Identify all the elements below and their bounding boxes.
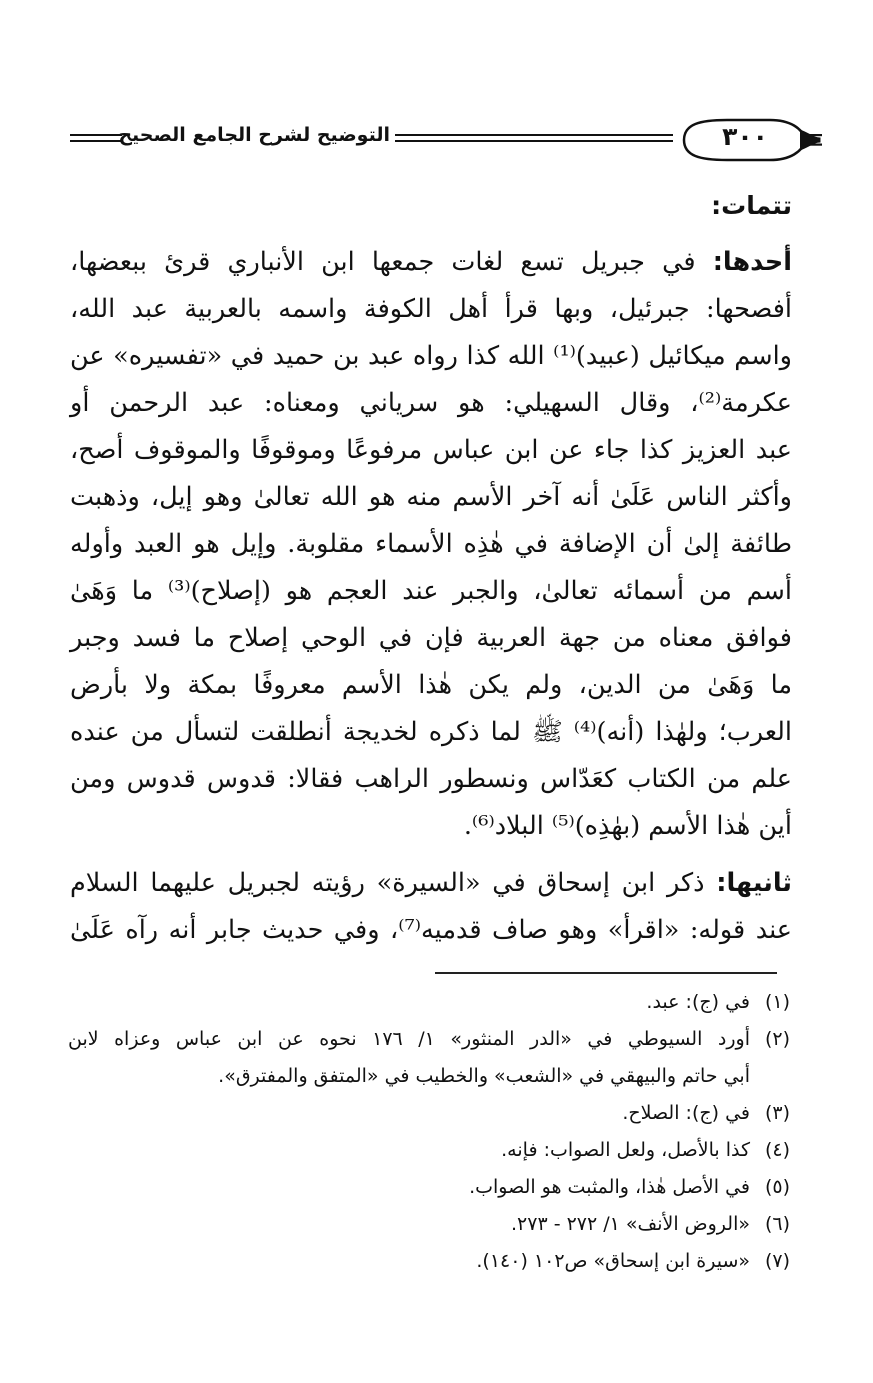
- footnote-number: (٥): [764, 1176, 790, 1198]
- footnote-2: [68, 1021, 790, 1058]
- page-header: [70, 118, 790, 168]
- text-line-15: عند قوله: «اقرأ» وهو صاف قدميه⁽⁷⁾، وفي حديث جابر أنه رآه عَلَىٰ: [70, 915, 792, 945]
- footnote-text: في (ج): عبد.: [646, 991, 750, 1013]
- footnote-2-continuation: أبي حاتم والبيهقي في «الشعب» والخطيب في «المتفق والمفترق».: [218, 1065, 750, 1087]
- text-line-11: العرب؛ ولهٰذا (أنه)⁽⁴⁾ ﷺ لما ذكره لخديجة أنطلقت لتسأل من عنده: [70, 717, 792, 747]
- footnote-5: [68, 1169, 790, 1206]
- text-line-13: أين هٰذا الأسم (بهٰذِه)⁽⁵⁾ البلاد⁽⁶⁾.: [463, 811, 792, 841]
- running-title: التوضيح لشرح الجامع الصحيح: [118, 124, 390, 146]
- footnote-number: (٤): [764, 1139, 790, 1161]
- footnote-1: [68, 984, 790, 1021]
- footnote-number: (٦): [764, 1213, 790, 1235]
- footnote-text: أورد السيوطي في «الدر المنثور» ١/ ١٧٦ نحوه عن ابن عباس وعزاه لابن: [68, 1028, 750, 1050]
- text-line-2: أفصحها: جبرئيل، وبها قرأ أهل الكوفة واسمه بالعربية عبد الله،: [70, 294, 792, 324]
- footnote-6: [68, 1206, 790, 1243]
- text-line-14: [70, 860, 792, 907]
- header-rule-left-bottom: [70, 140, 122, 142]
- footnote-number: (٢): [764, 1028, 790, 1050]
- footnote-3: [68, 1095, 790, 1132]
- text-line-4: عكرمة⁽²⁾، وقال السهيلي: هو سرياني ومعناه: عبد الرحمن أو: [70, 388, 792, 418]
- footnote-text: في (ج): الصلاح.: [622, 1102, 750, 1124]
- text-line-14-rest: ذكر ابن إسحاق في «السيرة» رؤيته لجبريل عليهما السلام: [70, 868, 717, 898]
- main-text: [70, 182, 792, 954]
- text-line-12: علم من الكتاب كعَدّاس ونسطور الراهب فقالا: قدوس قدوس ومن: [70, 764, 792, 794]
- footnote-text: كذا بالأصل، ولعل الصواب: فإنه.: [501, 1139, 750, 1161]
- header-rule-middle-top: [395, 134, 673, 136]
- text-line-1-rest: في جبريل تسع لغات جمعها ابن الأنباري قرئ ببعضها،: [70, 247, 713, 277]
- footnote-text: «الروض الأنف» ١/ ٢٧٢ - ٢٧٣.: [510, 1213, 750, 1235]
- footnote-4: [68, 1132, 790, 1169]
- para1-label: أحدها:: [712, 247, 792, 277]
- footnotes: [68, 984, 790, 1280]
- text-line-3: واسم ميكائيل (عبيد)⁽¹⁾ الله كذا رواه عبد بن حميد في «تفسيره» عن: [70, 341, 792, 371]
- footnote-text: «سيرة ابن إسحاق» ص١٠٢ (١٤٠).: [476, 1250, 750, 1272]
- page-number-ornament: [672, 118, 822, 162]
- section-title: تتمات:: [711, 191, 792, 220]
- page-number: ٣٠٠: [722, 122, 768, 151]
- text-line-1: [70, 239, 792, 286]
- text-line-8: أسم من أسمائه تعالىٰ، والجبر عند العجم هو (إصلاح)⁽³⁾ ما وَهَىٰ: [70, 576, 792, 606]
- text-line-9: فوافق معناه من جهة العربية فإن في الوحي إصلاح ما فسد وجبر: [70, 623, 792, 653]
- text-line-6: وأكثر الناس عَلَىٰ أنه آخر الأسم منه هو الله تعالىٰ وهو إيل، وذهبت: [70, 482, 792, 512]
- footnote-text: في الأصل هٰذا، والمثبت هو الصواب.: [469, 1176, 750, 1198]
- header-rule-left-top: [70, 134, 122, 136]
- header-rule-middle-bottom: [395, 140, 673, 142]
- footnote-number: (٣): [764, 1102, 790, 1124]
- text-line-5: عبد العزيز كذا جاء عن ابن عباس مرفوعًا وموقوفًا والموقوف أصح،: [70, 435, 792, 465]
- para2-label: ثانيها:: [716, 868, 792, 898]
- footnote-number: (١): [764, 991, 790, 1013]
- footnote-separator: [435, 972, 777, 974]
- footnote-number: (٧): [764, 1250, 790, 1272]
- footnote-7: [68, 1243, 790, 1280]
- text-line-7: طائفة إلىٰ أن الإضافة في هٰذِه الأسماء مقلوبة. وإيل هو العبد وأوله: [70, 529, 792, 559]
- text-line-10: ما وَهَىٰ من الدين، ولم يكن هٰذا الأسم معروفًا بمكة ولا بأرض: [70, 670, 792, 700]
